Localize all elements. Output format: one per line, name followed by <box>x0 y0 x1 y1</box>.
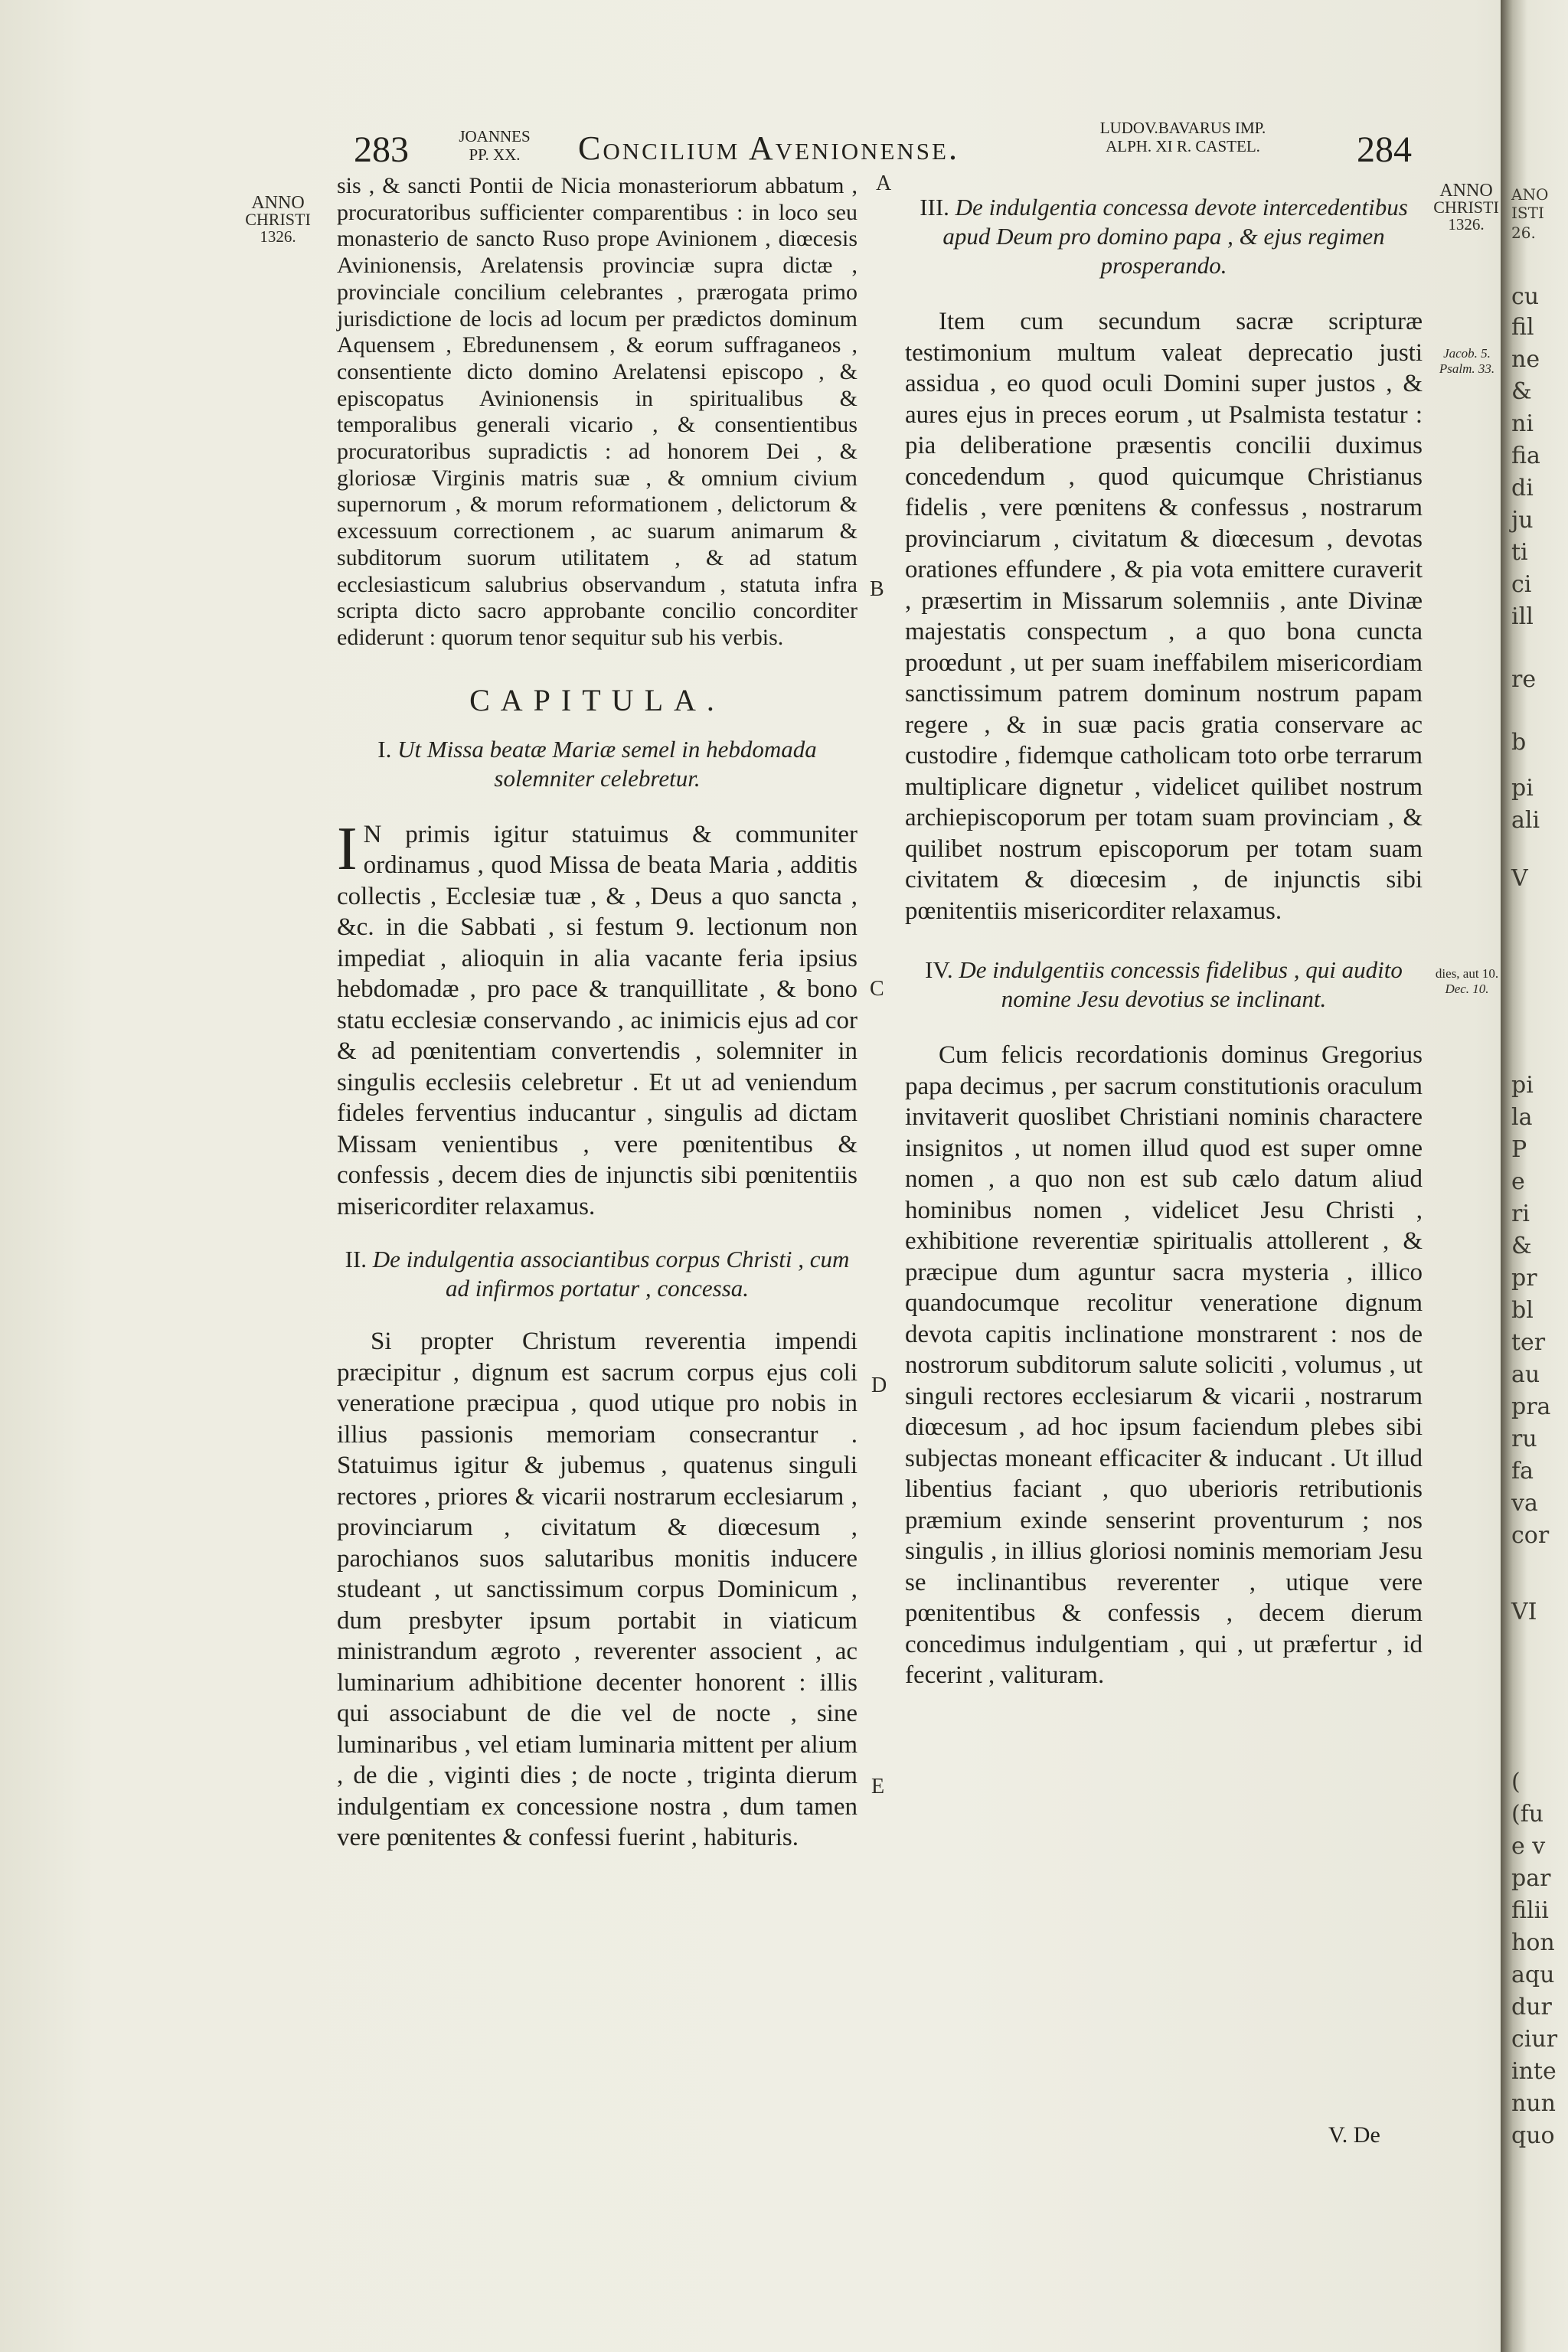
chapter1-number: I. <box>377 735 392 763</box>
gutter-fragment: (fu <box>1511 1801 1544 1828</box>
gutter-fragment: pi <box>1511 1072 1534 1099</box>
gutter-fragment: bl <box>1511 1297 1534 1324</box>
gutter-fragment: e v <box>1511 1833 1546 1860</box>
dies-reference <box>1433 966 1501 997</box>
gutter-fragment: va <box>1511 1490 1538 1517</box>
gutter-fragment: pi <box>1511 775 1534 802</box>
gutter-fragment: ti <box>1511 539 1528 566</box>
chapter1-text <box>337 815 858 1223</box>
gutter-fragment: ill <box>1511 603 1534 630</box>
section-letter-a: A <box>876 172 892 195</box>
gutter-fragment: ni <box>1511 410 1534 437</box>
gutter-fragment: di <box>1511 475 1534 501</box>
section-letter-c: C <box>870 977 884 1001</box>
section-letter-b: B <box>870 577 884 601</box>
chapter3-title-text: De indulgentia concessa devote intercedentibus apud Deum pro domino papa , & ejus regimen prosperando. <box>942 194 1408 279</box>
chapter2-number: II. <box>345 1246 368 1273</box>
right-emperor-line1: LUDOV.BAVARUS IMP. <box>1099 119 1266 137</box>
gutter-fragment: ( <box>1511 1769 1521 1795</box>
catchword: V. De <box>1328 2122 1380 2148</box>
gutter-fragment: inte <box>1511 2058 1557 2085</box>
chapter1-title <box>337 735 858 793</box>
chapter1-body: N primis igitur statuimus & communiter ordinamus , quod Missa de beata Maria , additis collectis , Ecclesiæ tuæ , & , Deus a quo sancta , &c. in die Sabbati , si festum 9. lectionum non impediat , alioquin in alia vacante feria ipsius hebdomadæ , pro pace & tranquillitate , & bono statu ecclesiæ conservando , ac inimicis ejus ad cor & ad pœnitentiam convertendis , solemniter in singulis ecclesiis celebretur . Et ut ad veniendum fideles ferventius inducantur , singulis ad dictam Missam venientibus , vere pœnitentibus & confessis , decem dies de injunctis sibi pœnitentiis misericorditer relaxamus. <box>337 820 858 1220</box>
gutter-fragment: fa <box>1511 1458 1534 1485</box>
gutter-fragment: ali <box>1511 807 1540 834</box>
gutter-fragment: la <box>1511 1104 1533 1131</box>
chapter4-number: IV. <box>925 956 953 983</box>
right-year-note <box>1432 182 1501 233</box>
gutter-fragment: & <box>1511 1233 1532 1259</box>
chapter3-title <box>905 193 1423 280</box>
left-year: 1326. <box>260 227 296 246</box>
right-christi: CHRISTI <box>1433 198 1499 217</box>
gutter-fragment: quo <box>1511 2122 1555 2149</box>
gutter-fragment: ne <box>1511 346 1540 373</box>
right-anno: ANNO <box>1439 181 1493 201</box>
left-year-note <box>237 194 318 245</box>
gutter-fragment: 26. <box>1511 224 1536 242</box>
chapter2-text: Si propter Christum reverentia impendi præcipitur , dignum est sacrum corpus ejus coli veneratione præcipua , quod utique pro nobis in illius passionis memoriam consecrantur . Statuimus igitur & jubemus , quatenus singuli rectores , priores & vicarii nostrarum ecclesiarum , provinciarum , civitatum & diœcesum , parochianos suos salutaribus monitis inducere studeant , ut sanctissimum corpus Dominicum , dum presbyter ipsum portabit in viaticum ministrandum ægroto , reverenter associent , ac luminarium adhibitione decenter honorent : illis qui associabunt de die vel de nocte , sine luminaribus , vel etiam luminaria mittent per alium , de die , viginti dies ; de nocte , triginta dierum indulgentiam ex concessione nostra , dum tamen vere pœnitentes & confessi fuerint , habituris. <box>337 1328 858 1852</box>
left-anno: ANNO <box>251 193 305 213</box>
chapter1-title-text: Ut Missa beatæ Mariæ semel in hebdomada solemniter celebretur. <box>397 735 817 792</box>
gutter-fragment: par <box>1511 1865 1551 1892</box>
chapter4-title-text: De indulgentiis concessis fidelibus , qui audito nomine Jesu devotius se inclinant. <box>959 956 1403 1012</box>
next-page-edge <box>1501 0 1568 2352</box>
gutter-fragment: ciur <box>1511 2026 1558 2053</box>
gutter-fragment: ru <box>1511 1426 1537 1452</box>
ref-dies: dies, aut 10. <box>1435 966 1499 981</box>
gutter-fragment: & <box>1511 378 1532 405</box>
chapter2-title <box>337 1245 858 1303</box>
left-column <box>337 173 858 1854</box>
scripture-reference <box>1433 346 1501 377</box>
gutter-fragment: fil <box>1511 314 1534 341</box>
gutter-fragment: pra <box>1511 1393 1551 1420</box>
left-pope-line1: JOANNES <box>459 127 531 145</box>
ref-dec: Dec. 10. <box>1445 982 1489 996</box>
section-letter-e: E <box>871 1775 885 1798</box>
gutter-fragment: ri <box>1511 1200 1530 1227</box>
intro-text: sis , & sancti Pontii de Nicia monasteriorum abbatum , procuratoribus sufficienter comparentibus : in loco seu monasterio de sancto Ruso prope Avinionem , diœcesis Avinionensis, Arelatensis provinciæ supra dictæ , provinciale concilium celebrantes , prærogata primo jurisdictione de locis ad locum per prædictos dominum Aquensem , Ebredunensem , & eorum suffraganeos , consentiente dicto domino Arelatensi episcopo , & episcopatus Avinionensis in spiritualibus & temporalibus generali vicario , & consentientibus procuratoribus supradictis : ad honorem Dei , & gloriosæ Virginis matris suæ , & omnium civium supernorum , & morum reformationem , delictorum & excessuum correctionem , ac suarum animarum & subditorum suorum utilitatem , & ad statum ecclesiasticum salubrius observandum , statuta infra scripta dicto sacro approbante concilio concorditer ediderunt : quorum tenor sequitur sub his verbis. <box>337 173 858 650</box>
capitula-heading: CAPITULA. <box>469 682 725 717</box>
left-page-number: 283 <box>354 129 409 170</box>
gutter-fragment: b <box>1511 729 1527 756</box>
gutter-fragment: au <box>1511 1361 1540 1388</box>
gutter-fragment: hon <box>1511 1929 1555 1956</box>
gutter-fragment: ju <box>1511 507 1534 534</box>
right-emperor-label <box>1080 119 1286 155</box>
gutter-fragment: re <box>1511 666 1537 693</box>
gutter-fragment: ci <box>1511 571 1532 598</box>
right-page-number: 284 <box>1357 129 1412 170</box>
gutter-fragment: filii <box>1511 1897 1549 1924</box>
ref-psalm: Psalm. 33. <box>1439 361 1495 376</box>
gutter-fragment: cu <box>1511 283 1540 310</box>
gutter-fragment: ter <box>1511 1329 1546 1356</box>
gutter-fragment: cor <box>1511 1522 1550 1549</box>
gutter-fragment: ISTI <box>1511 204 1544 222</box>
running-title: Concilium Avenionense. <box>578 129 959 167</box>
section-letter-d: D <box>871 1374 887 1397</box>
right-emperor-line2: ALPH. XI R. CASTEL. <box>1106 137 1260 155</box>
chapter3-text: Item cum secundum sacræ scripturæ testimonium multum valeat deprecatio justi assidua , eo quod oculi Domini super justos , & aures ejus in preces eorum , ut Psalmista testatur : pia deliberatione præsentis concilii duximus concedendum , quod quicumque Christianus fidelis , vere pœnitens & confessus , nostrarum provinciarum , civitatum & diœcesum , devotas orationes effundere , & pia vota emittere curaverit , præsertim in Missarum solemniis , ante Divinæ majestatis conspectum , a quo bona cuncta proœdunt , ut per suam ineffabilem misericordiam sanctissimum patrem dominum nostrum papam regere , & in suæ pacis gratia conservare ac custodire , fidemque catholicam toto orbe terrarum multiplicare dignetur , videlicet quilibet nostrum archiepiscoporum per totam suam provinciam , & quilibet nostrum episcoporum per totam suam civitatem & diœcesim , de injunctis sibi pœnitentiis misericorditer relaxamus. <box>905 308 1423 925</box>
gutter-fragment: pr <box>1511 1265 1537 1292</box>
right-column <box>905 193 1423 1691</box>
gutter-fragment: ANO <box>1511 185 1549 204</box>
dropcap: I <box>337 815 358 883</box>
right-year: 1326. <box>1448 215 1485 234</box>
left-pope-line2: PP. XX. <box>469 145 521 164</box>
gutter-fragment: P <box>1511 1136 1527 1163</box>
gutter-fragment: nun <box>1511 2090 1556 2117</box>
gutter-fragment: V <box>1511 865 1528 892</box>
chapter4-title <box>905 956 1423 1014</box>
gutter-fragment: e <box>1511 1168 1525 1195</box>
ref-jacob: Jacob. 5. <box>1443 346 1491 361</box>
chapter2-title-text: De indulgentia associantibus corpus Christi , cum ad infirmos portatur , concessa. <box>372 1246 850 1302</box>
gutter-fragment: VI <box>1511 1599 1537 1625</box>
gutter-fragment: aqu <box>1511 1962 1555 1988</box>
gutter-fragment: dur <box>1511 1994 1552 2020</box>
chapter4-text: Cum felicis recordationis dominus Gregorius papa decimus , per sacrum constitutionis oraculum invitaverit quoslibet Christiani nominis charactere insignitos , ut nomen illud quod est super omne nomen , a quo non est sub cælo datum aliud hominibus nomen , videlicet Jesu Christi , exhibitione reverentiæ spiritualis attollerent , & præcipue dum aguntur sacra mysteria , illico quandocumque recolitur veneratione dignum devota capitis inclinatione monstrarent : nos de nostrorum subditorum salute soliciti , volumus , ut singuli rectores ecclesiarum & vicarii , nostrarum diœcesum , ad hoc ipsum faciendum plebes sibi subjectas moneant efficaciter & inducant . Ut illud libentius faciant , quo uberioris retributionis præmium exinde senserint proventurum ; nos singulis , in illius gloriosi nominis memoriam Jesu se inclinantibus reverenter , utique vere pœnitentibus & confessis , decem dierum concedimus indulgentiam , qui , ut præfertur , id fecerint , valituram. <box>905 1041 1423 1689</box>
gutter-fragment: fia <box>1511 443 1540 469</box>
left-pope-label <box>458 127 531 164</box>
left-christi: CHRISTI <box>245 210 311 229</box>
chapter3-number: III. <box>920 194 949 220</box>
